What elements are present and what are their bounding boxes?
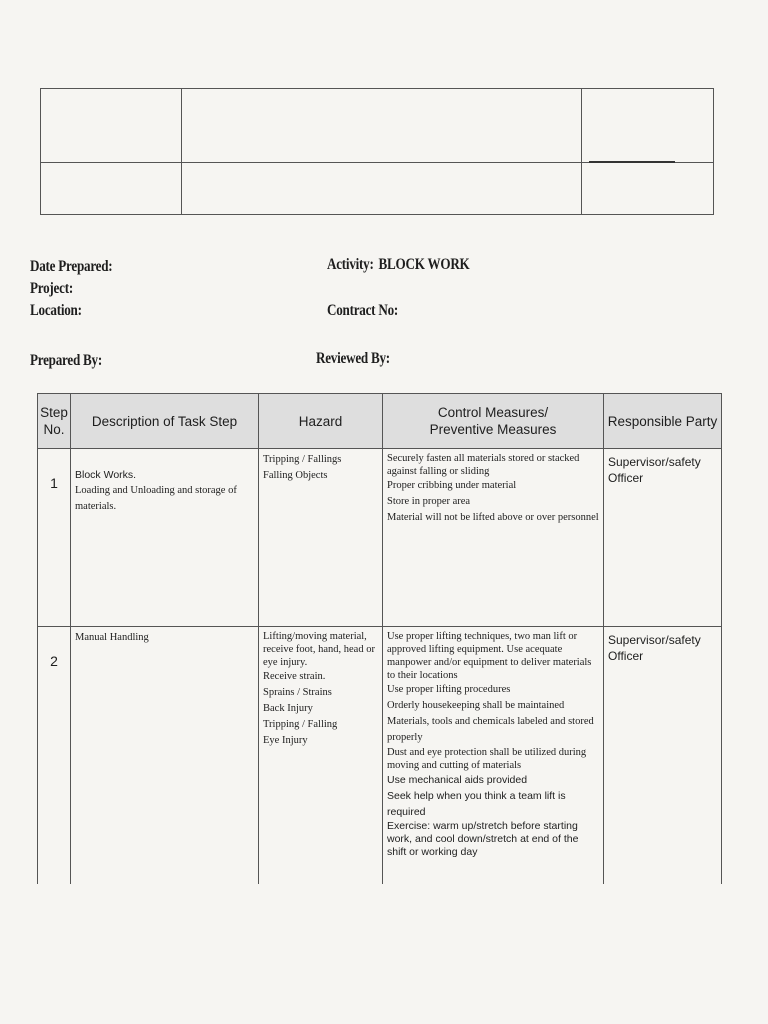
header-grid-box xyxy=(40,88,714,215)
step-number: 2 xyxy=(38,627,71,885)
table-row xyxy=(38,627,722,885)
prepared-by-label: Prepared By: xyxy=(30,352,103,369)
responsible-party-cell: Supervisor/safety Officer xyxy=(604,627,722,885)
table-row xyxy=(38,449,722,627)
grid-divider xyxy=(181,89,182,214)
date-prepared-label: Date Prepared: xyxy=(30,258,113,275)
header-description: Description of Task Step xyxy=(71,394,259,449)
header-step-no: Step No. xyxy=(38,394,71,449)
reviewed-by-label: Reviewed By: xyxy=(316,350,390,367)
project-label: Project: xyxy=(30,280,73,297)
activity-field xyxy=(327,256,470,274)
header-responsible-party: Responsible Party xyxy=(604,394,722,449)
task-description: Block Works. Loading and Unloading and storage of materials. xyxy=(71,449,259,627)
table-header-row xyxy=(38,394,722,449)
grid-divider xyxy=(581,89,582,214)
control-measures-cell: Use proper lifting techniques, two man lift or approved lifting equipment. Use acequate manpower and/or equipment to deliver materials to their locations Use proper lifting procedures Orderly housekeeping shall be maintained Materials, tools and chemicals labeled and stored properly Dust and eye protection shall be utilized during moving and cutting of materials Use mechanical aids provided Seek help when you think a team lift is required Exercise: warm up/stretch before starting work, and cool down/stretch at end of the shift or working day xyxy=(383,627,604,885)
step-number: 1 xyxy=(38,449,71,627)
responsible-party-cell: Supervisor/safety Officer xyxy=(604,449,722,627)
hazard-cell: Tripping / Fallings Falling Objects xyxy=(259,449,383,627)
activity-value: BLOCK WORK xyxy=(378,256,470,273)
contract-no-label: Contract No: xyxy=(327,302,399,319)
task-description: Manual Handling xyxy=(71,627,259,885)
activity-label: Activity: xyxy=(327,256,374,273)
header-control-measures: Control Measures/ Preventive Measures xyxy=(383,394,604,449)
control-measures-cell: Securely fasten all materials stored or stacked against falling or sliding Proper cribbing under material Store in proper area Material will not be lifted above or over personnel xyxy=(383,449,604,627)
hazard-cell: Lifting/moving material, receive foot, hand, head or eye injury. Receive strain. Sprains / Strains Back Injury Tripping / Falling Eye Injury xyxy=(259,627,383,885)
job-safety-table xyxy=(37,393,722,884)
location-label: Location: xyxy=(30,302,82,319)
header-hazard: Hazard xyxy=(259,394,383,449)
grid-divider xyxy=(589,161,675,163)
